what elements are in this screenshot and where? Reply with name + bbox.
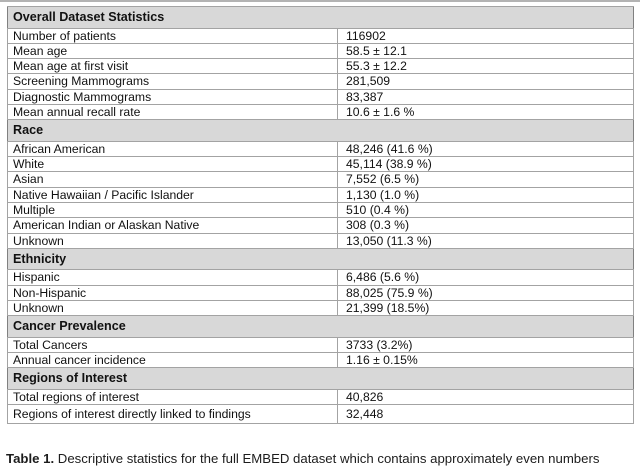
stat-label: Non-Hispanic: [8, 285, 338, 300]
stat-label: White: [8, 157, 338, 172]
stat-value: 510 (0.4 %): [338, 202, 634, 217]
stat-value: 48,246 (41.6 %): [338, 141, 634, 156]
stat-value: 13,050 (11.3 %): [338, 233, 634, 248]
table-row: [8, 285, 634, 300]
section-header-row: [8, 7, 634, 29]
stat-value: 55.3 ± 12.2: [338, 59, 634, 74]
table-row: [8, 43, 634, 58]
stat-value: 3733 (3.2%): [338, 337, 634, 352]
section-header: Race: [8, 120, 634, 142]
stat-label: Native Hawaiian / Pacific Islander: [8, 187, 338, 202]
stat-value: 1.16 ± 0.15%: [338, 353, 634, 368]
stat-value: 88,025 (75.9 %): [338, 285, 634, 300]
stat-label: Annual cancer incidence: [8, 353, 338, 368]
caption-label: Table 1.: [6, 451, 55, 466]
stat-label: Asian: [8, 172, 338, 187]
table-row: [8, 202, 634, 217]
table-row: [8, 74, 634, 89]
table-row: [8, 187, 634, 202]
table-row: [8, 89, 634, 104]
table-row: [8, 59, 634, 74]
stat-label: Unknown: [8, 233, 338, 248]
stat-label: Mean age at first visit: [8, 59, 338, 74]
section-header-row: [8, 316, 634, 338]
stat-value: 10.6 ± 1.6 %: [338, 104, 634, 119]
section-header: Regions of Interest: [8, 368, 634, 390]
stat-value: 45,114 (38.9 %): [338, 157, 634, 172]
top-divider-line: [0, 0, 640, 2]
stat-value: 58.5 ± 12.1: [338, 43, 634, 58]
stat-label: Number of patients: [8, 28, 338, 43]
stat-label: Regions of interest directly linked to findings: [8, 405, 338, 424]
table-row: [8, 270, 634, 285]
stat-value: 40,826: [338, 389, 634, 404]
stat-value: 308 (0.3 %): [338, 218, 634, 233]
stat-value: 83,387: [338, 89, 634, 104]
stat-label: Multiple: [8, 202, 338, 217]
table-row: [8, 28, 634, 43]
section-header-row: [8, 368, 634, 390]
section-header: Overall Dataset Statistics: [8, 7, 634, 29]
section-header: Cancer Prevalence: [8, 316, 634, 338]
table-row: [8, 218, 634, 233]
dataset-statistics-table-body: [8, 7, 634, 424]
stat-label: Hispanic: [8, 270, 338, 285]
stat-label: Total regions of interest: [8, 389, 338, 404]
stat-label: American Indian or Alaskan Native: [8, 218, 338, 233]
stat-label: Mean annual recall rate: [8, 104, 338, 119]
table-caption: [6, 451, 640, 468]
dataset-statistics-table: [7, 6, 634, 424]
stat-label: African American: [8, 141, 338, 156]
stat-value: 116902: [338, 28, 634, 43]
section-header: Ethnicity: [8, 248, 634, 270]
table-row: [8, 157, 634, 172]
section-header-row: [8, 120, 634, 142]
stat-value: 32,448: [338, 405, 634, 424]
table-row: [8, 104, 634, 119]
table-row: [8, 353, 634, 368]
table-row: [8, 337, 634, 352]
stat-label: Unknown: [8, 300, 338, 315]
table-row: [8, 405, 634, 424]
table-row: [8, 389, 634, 404]
caption-text: Descriptive statistics for the full EMBED dataset which contains approximately even numbers: [54, 451, 600, 466]
stat-value: 6,486 (5.6 %): [338, 270, 634, 285]
stat-label: Screening Mammograms: [8, 74, 338, 89]
stat-value: 7,552 (6.5 %): [338, 172, 634, 187]
stat-label: Total Cancers: [8, 337, 338, 352]
stat-value: 1,130 (1.0 %): [338, 187, 634, 202]
stat-value: 281,509: [338, 74, 634, 89]
stat-label: Diagnostic Mammograms: [8, 89, 338, 104]
table-row: [8, 141, 634, 156]
table-row: [8, 172, 634, 187]
table-row: [8, 300, 634, 315]
stat-label: Mean age: [8, 43, 338, 58]
table-row: [8, 233, 634, 248]
section-header-row: [8, 248, 634, 270]
stat-value: 21,399 (18.5%): [338, 300, 634, 315]
